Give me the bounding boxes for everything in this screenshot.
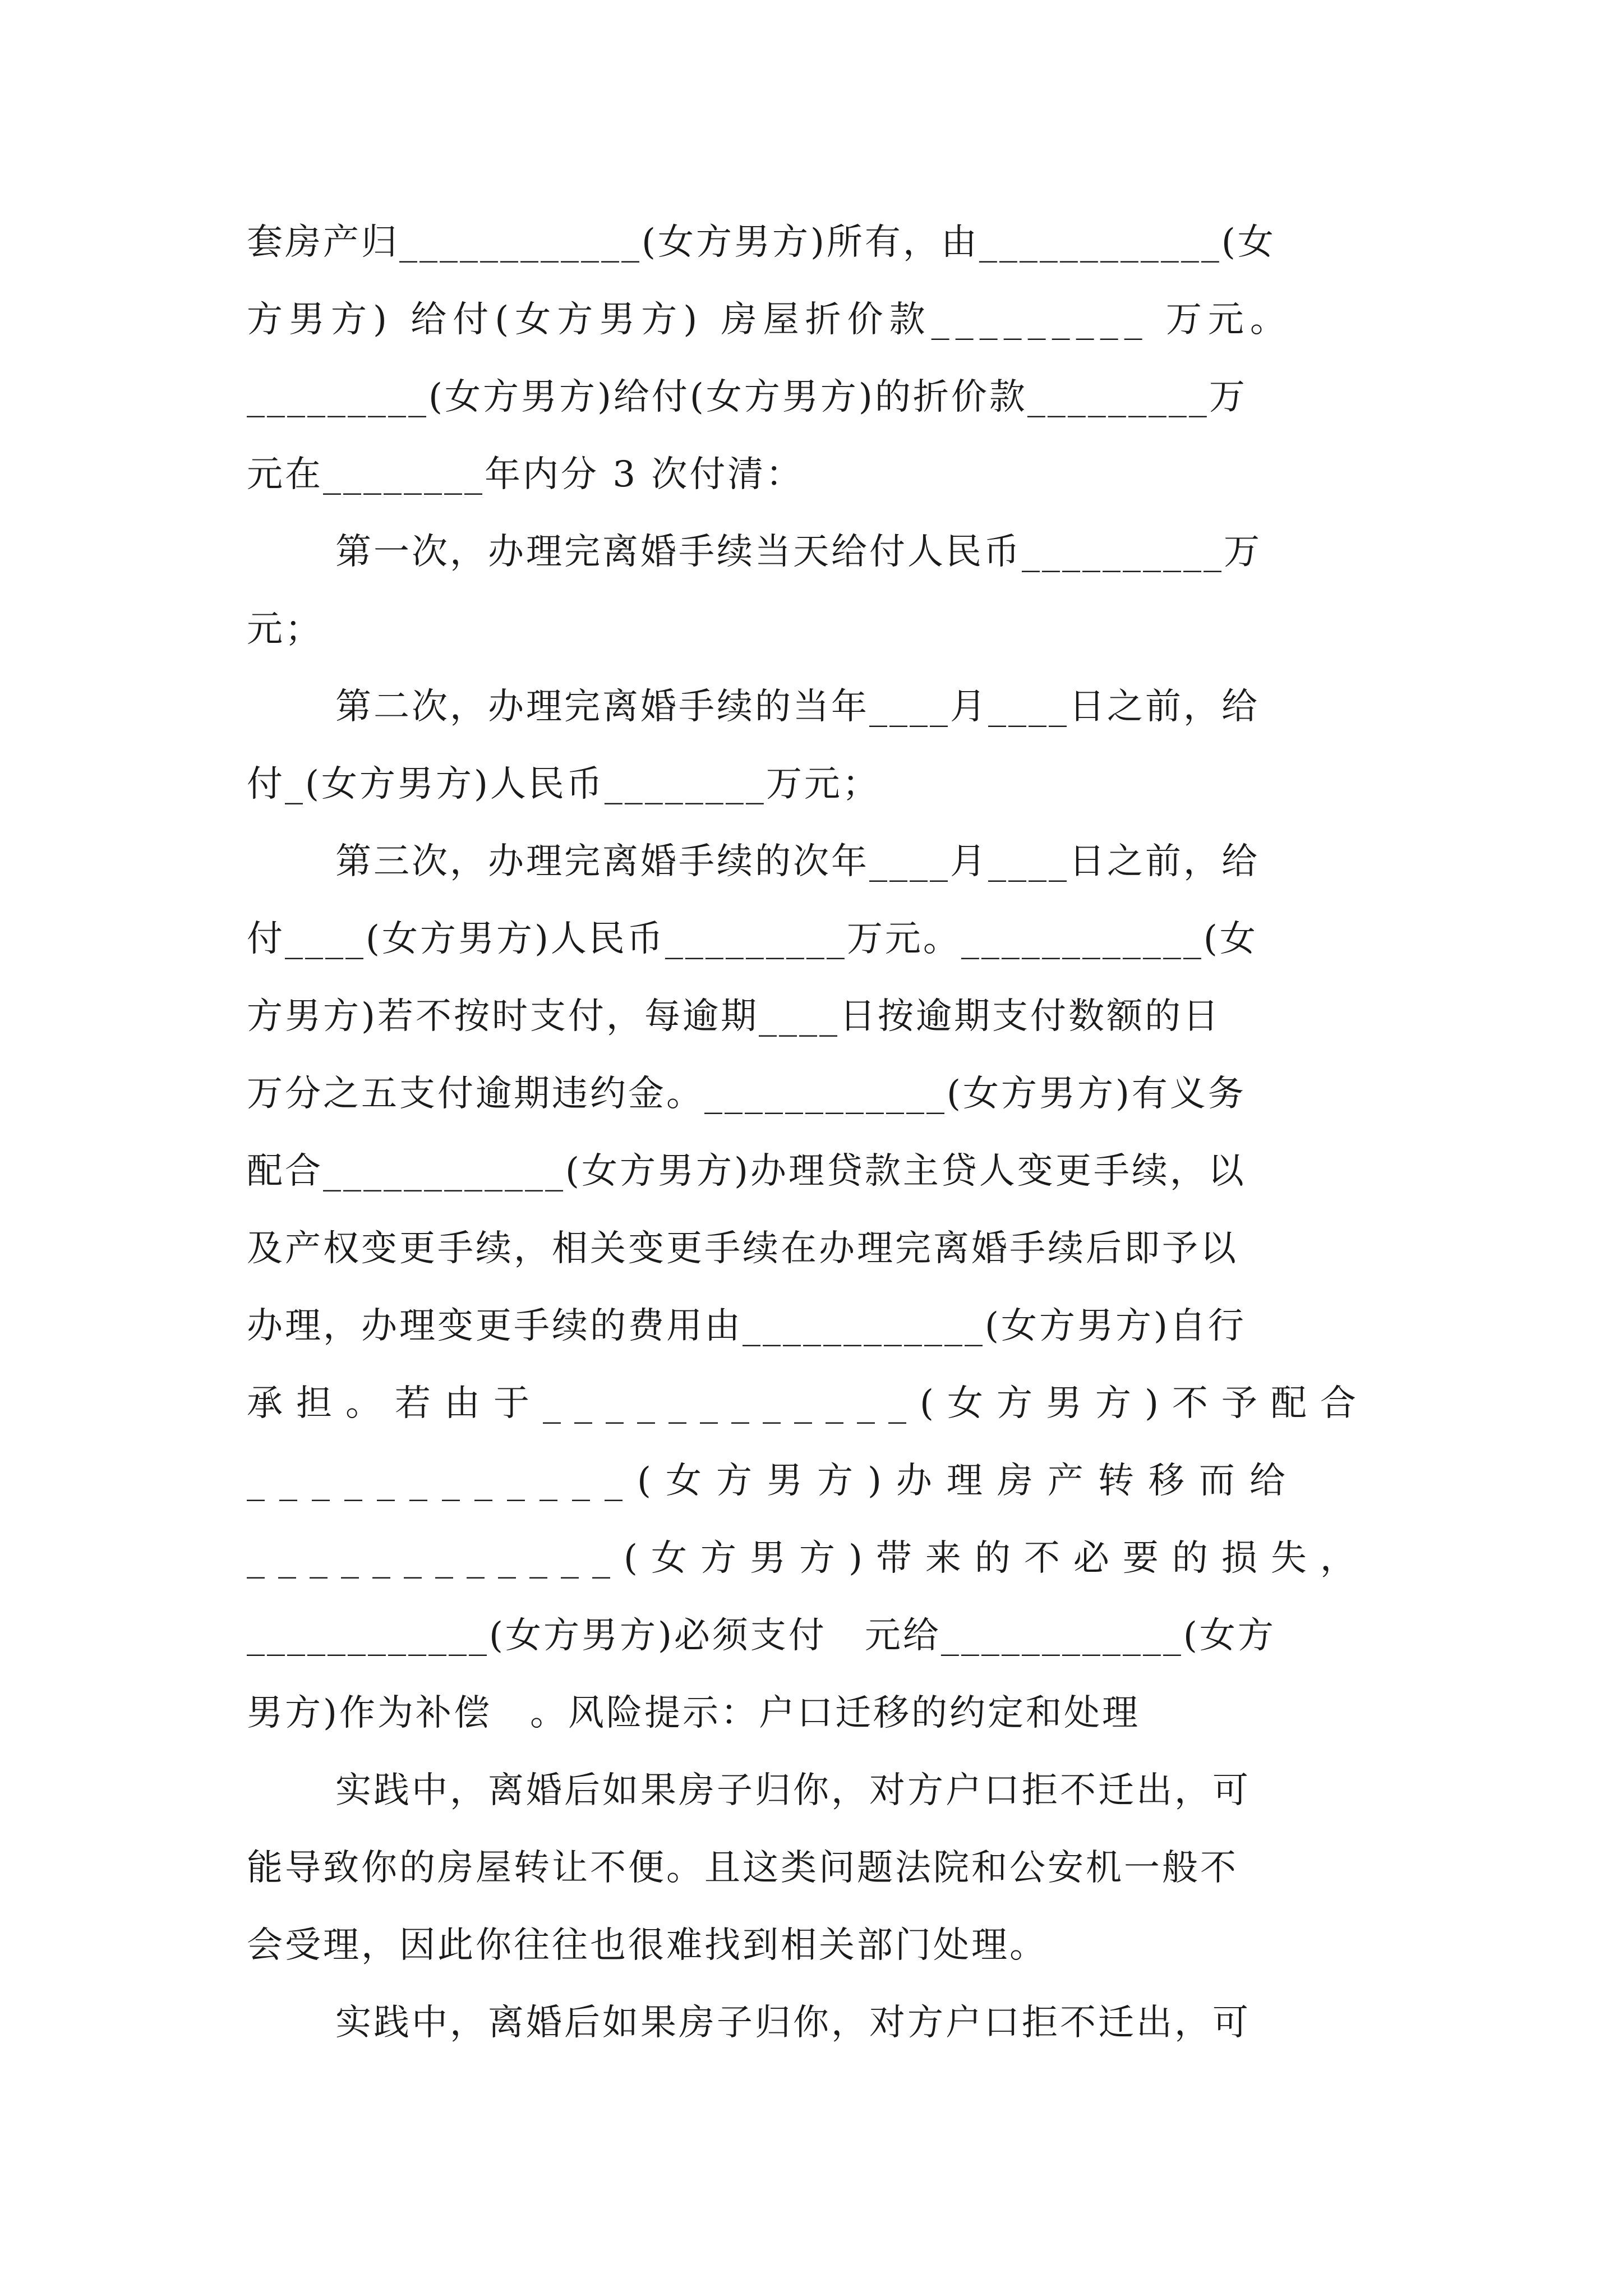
text-line: 万分之五支付逾期违约金。____________(女方男方)有义务	[247, 1073, 1246, 1115]
text-line: 能导致你的房屋转让不便。且这类问题法院和公安机一般不	[247, 1847, 1238, 1889]
text-line: 男方)作为补偿 。风险提示：户口迁移的约定和处理	[247, 1692, 1140, 1734]
text-line: 及产权变更手续，相关变更手续在办理完离婚手续后即予以	[247, 1228, 1238, 1269]
text-line: 方男方)若不按时支付，每逾期____日按逾期支付数额的日	[247, 996, 1221, 1037]
text-line: 会受理，因此你往往也很难找到相关部门处理。	[247, 1925, 1048, 1966]
text-line: 办理，办理变更手续的费用由____________(女方男方)自行	[247, 1305, 1246, 1347]
text-line: 承担。若由于____________(女方男方)不予配合	[247, 1383, 1370, 1424]
text-line: 配合____________(女方男方)办理贷款主贷人变更手续，以	[247, 1151, 1246, 1192]
text-line: ____________(女方男方)办理房产转移而给	[247, 1460, 1300, 1502]
text-line: 第三次，办理完离婚手续的次年____月____日之前，给	[335, 841, 1260, 882]
text-line: 第一次，办理完离婚手续当天给付人民币__________万	[335, 531, 1262, 573]
text-line: 元；	[247, 609, 323, 650]
text-line: 套房产归____________(女方男方)所有，由____________(女	[247, 222, 1276, 263]
text-line: 实践中，离婚后如果房子归你，对方户口拒不迁出，可	[335, 1770, 1251, 1811]
text-line: 第二次，办理完离婚手续的当年____月____日之前，给	[335, 686, 1260, 728]
text-line: 付____(女方男方)人民币_________万元。____________(女	[247, 918, 1258, 960]
text-line: 方男方) 给付(女方男方) 房屋折价款_________ 万元。	[247, 299, 1292, 341]
text-line: ____________(女方男方)带来的不必要的损失，	[247, 1538, 1370, 1579]
text-line: _________(女方男方)给付(女方男方)的折价款_________万	[247, 376, 1247, 418]
text-line: 实践中，离婚后如果房子归你，对方户口拒不迁出，可	[335, 2002, 1251, 2044]
text-line: ____________(女方男方)必须支付 元给____________(女方	[247, 1615, 1276, 1657]
text-line: 付_(女方男方)人民币________万元；	[247, 763, 880, 805]
text-line: 元在________年内分 3 次付清：	[247, 454, 804, 495]
